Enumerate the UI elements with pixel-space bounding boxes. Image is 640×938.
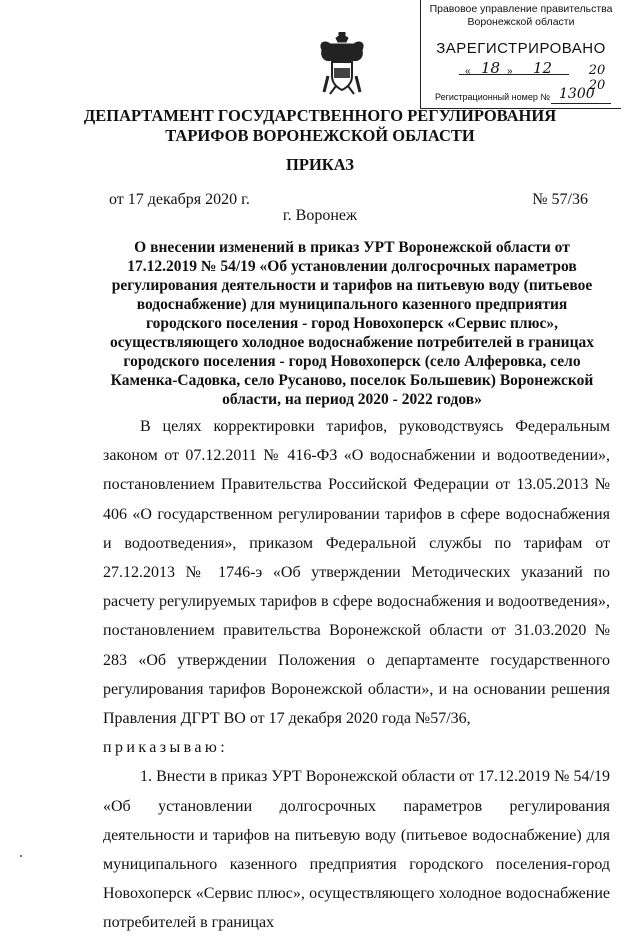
scan-dot bbox=[20, 855, 22, 857]
stamp-org-line1: Правовое управление правительства bbox=[429, 3, 613, 15]
order-body bbox=[103, 412, 610, 938]
stamp-reg-number bbox=[435, 86, 595, 102]
stamp-reg-value: 1300 bbox=[559, 86, 595, 102]
registration-stamp bbox=[420, 0, 621, 109]
stamp-org-line2: Воронежской области bbox=[467, 16, 575, 28]
stamp-date-year: 20 20 bbox=[588, 63, 606, 93]
stamp-date-underline bbox=[459, 74, 569, 75]
stamp-date-month: 12 bbox=[533, 59, 553, 77]
department-title-line2: ТАРИФОВ ВОРОНЕЖСКОЙ ОБЛАСТИ bbox=[165, 126, 475, 145]
department-title-line1: ДЕПАРТАМЕНТ ГОСУДАРСТВЕННОГО РЕГУЛИРОВАНИЯ bbox=[83, 106, 557, 125]
quote-close: » bbox=[507, 66, 513, 77]
coat-of-arms-icon bbox=[316, 32, 368, 96]
order-title: ПРИКАЗ bbox=[286, 155, 354, 174]
stamp-number-underline bbox=[551, 103, 611, 104]
stamp-organization bbox=[421, 0, 621, 29]
order-word: приказываю: bbox=[103, 739, 229, 757]
order-date: от 17 декабря 2020 г. bbox=[109, 191, 250, 208]
stamp-registered-label: ЗАРЕГИСТРИРОВАНО bbox=[436, 40, 606, 57]
item-1-paragraph: 1. Внести в приказ УРТ Воронежской области от 17.12.2019 № 54/19 «Об установлении долгосрочных параметров регулирования деятельности и тарифов на питьевую воду (питьевое водоснабжение) для муниципального казенного предприятия городского поселения-город Новохоперск «Сервис плюс», осуществляющего холодное водоснабжение потребителей в границах bbox=[103, 768, 610, 932]
order-city: г. Воронеж bbox=[282, 207, 358, 224]
order-number: № 57/36 bbox=[532, 191, 588, 208]
preamble-paragraph: В целях корректировки тарифов, руководствуясь Федеральным законом от 07.12.2011 № 416-ФЗ «О водоснабжении и водоотведении», постановлением Правительства Российской Федерации от 13.05.2013 № 406 «О государственном регулировании тарифов в сфере водоснабжения и водоотведения», приказом Федеральной службы по тарифам от 27.12.2013 № 1746-э «Об утверждении Методических указаний по расчету регулируемых тарифов в сфере водоснабжения и водоотведения», постановлением правительства Воронежской области от 31.03.2020 № 283 «Об утверждении Положения о департаменте государственного регулирования тарифов Воронежской области», и на основании решения Правления ДГРТ ВО от 17 декабря 2020 года №57/36, bbox=[103, 418, 610, 728]
stamp-reg-label: Регистрационный номер № bbox=[435, 92, 551, 102]
quote-open: « bbox=[465, 66, 471, 77]
stamp-date-day: 18 bbox=[481, 59, 501, 77]
stamp-date bbox=[429, 59, 615, 93]
order-subject: О внесении изменений в приказ УРТ Воронежской области от 17.12.2019 № 54/19 «Об установлении долгосрочных параметров регулирования деятельности и тарифов на питьевую воду (питьевое водоснабжение) для муниципального казенного предприятия городского поселения - город Новохоперск «Сервис плюс», осуществляющего холодное водоснабжение потребителей в границах городского поселения - город Новохоперск (село Алферовка, село Каменка-Садовка, село Русаново, поселок Большевик) Воронежской области, на период 2020 - 2022 годов» bbox=[109, 239, 595, 408]
